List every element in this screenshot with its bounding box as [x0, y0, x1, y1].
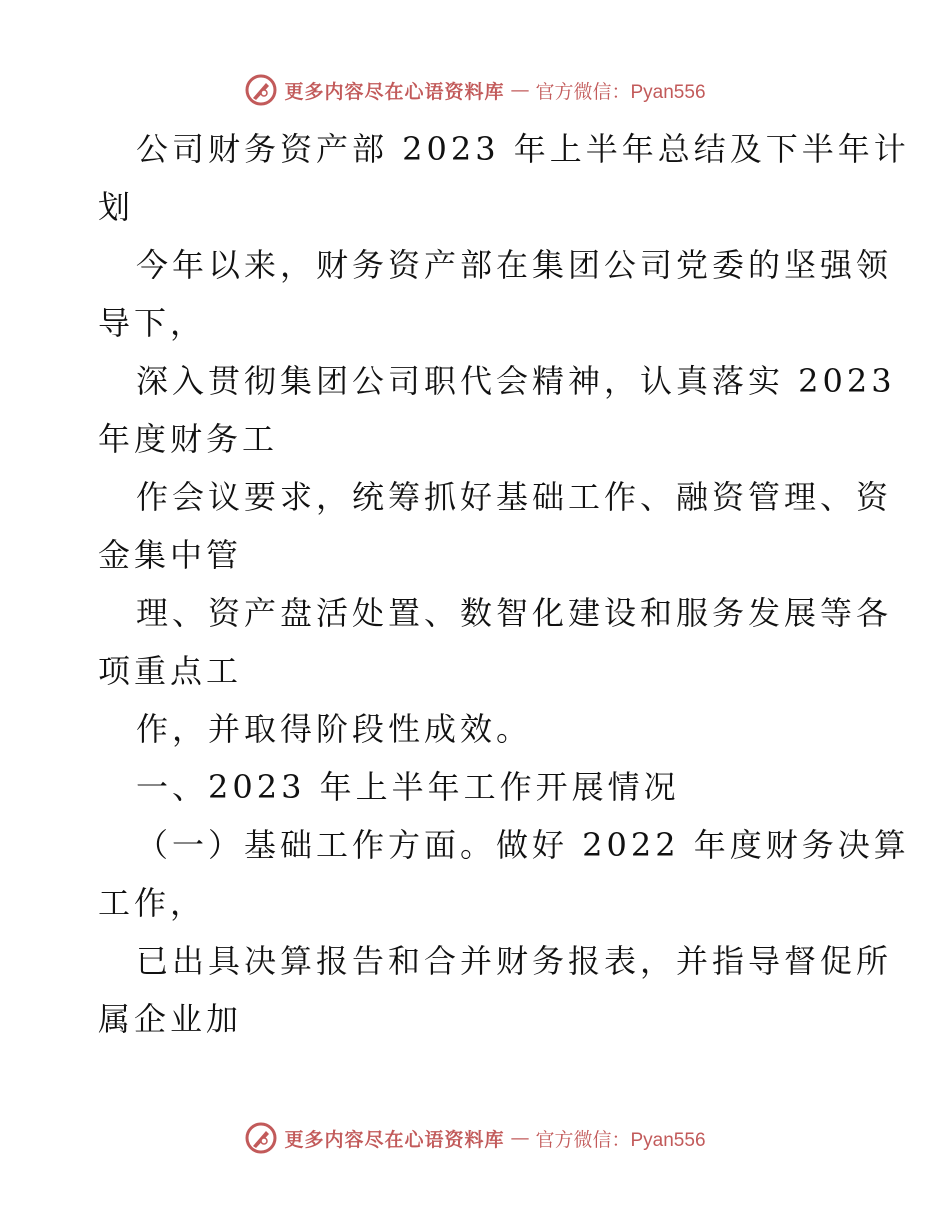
- text-line: 今年以来，财务资产部在集团公司党委的坚强领: [136, 246, 893, 284]
- quill-logo-icon: [244, 73, 278, 107]
- text-line: 深入贯彻集团公司职代会精神，认真落实 2023: [136, 362, 896, 400]
- watermark-separator: —: [510, 79, 530, 101]
- text-line: （一）基础工作方面。做好 2022 年度财务决算: [136, 826, 910, 864]
- watermark-text: 更多内容尽在心语资料库: [284, 1128, 505, 1151]
- text-line: 公司财务资产部 2023 年上半年总结及下半年计: [136, 130, 910, 168]
- text-line: 年度财务工: [98, 420, 279, 458]
- watermark-text: 更多内容尽在心语资料库: [284, 80, 505, 103]
- text-line: 属企业加: [98, 1000, 243, 1038]
- section-heading: 一、2023 年上半年工作开展情况: [136, 768, 680, 806]
- text-line: 工作，: [98, 884, 207, 922]
- footer-watermark: [0, 1118, 950, 1158]
- watermark-separator: —: [510, 1127, 530, 1149]
- document-body: [98, 120, 910, 1048]
- watermark-account: 官方微信：Pyan556: [535, 81, 706, 103]
- text-line: 划: [98, 188, 135, 226]
- text-line: 作，并取得阶段性成效。: [136, 710, 533, 748]
- text-line: 金集中管: [98, 536, 243, 574]
- header-watermark: [0, 70, 950, 110]
- text-line: 已出具决算报告和合并财务报表，并指导督促所: [136, 942, 893, 980]
- text-line: 作会议要求，统筹抓好基础工作、融资管理、资: [136, 478, 893, 516]
- text-line: 项重点工: [98, 652, 243, 690]
- quill-logo-icon: [244, 1121, 278, 1155]
- watermark-account: 官方微信：Pyan556: [535, 1129, 706, 1151]
- text-line: 理、资产盘活处置、数智化建设和服务发展等各: [136, 594, 893, 632]
- text-line: 导下，: [98, 304, 207, 342]
